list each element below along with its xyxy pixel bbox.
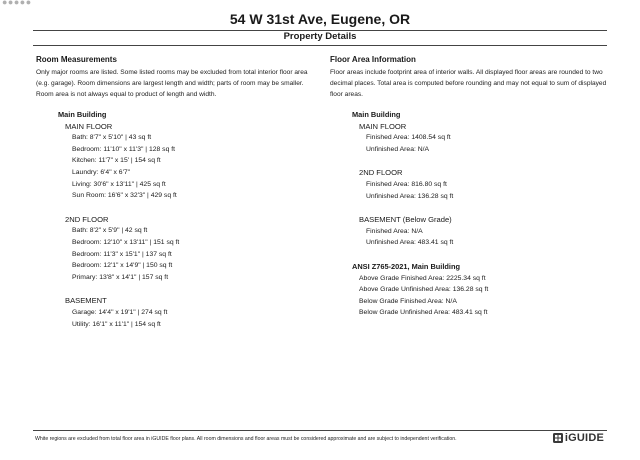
- room-group-basement: [65, 295, 316, 330]
- room-group-title: BASEMENT: [65, 296, 107, 306]
- room-line: Bath: 8'7" x 5'10" | 43 sq ft: [72, 134, 152, 142]
- property-address: 54 W 31st Ave, Eugene, OR: [229, 11, 411, 27]
- room-line: Bedroom: 11'3" x 15'1" | 137 sq ft: [72, 250, 172, 258]
- room-line: Laundry: 6'4" x 6'7": [72, 168, 131, 176]
- left-building-title: Main Building: [58, 109, 107, 119]
- ansi-line: Below Grade Finished Area: N/A: [359, 297, 457, 305]
- ansi-section: [352, 261, 615, 319]
- area-group-title: MAIN FLOOR: [359, 121, 407, 131]
- page-subtitle: Property Details: [283, 31, 357, 42]
- area-group-title: BASEMENT (Below Grade): [359, 215, 452, 225]
- room-line: Sun Room: 16'6" x 32'3" | 429 sq ft: [72, 192, 177, 200]
- room-line: Bedroom: 12'1" x 14'9" | 150 sq ft: [72, 262, 173, 270]
- brand-text: iGUIDE: [564, 432, 604, 444]
- room-line: Bedroom: 11'10" x 11'3" | 128 sq ft: [72, 145, 176, 153]
- room-measurements-title: Room Measurements: [36, 55, 117, 64]
- room-line: Primary: 13'8" x 14'1" | 157 sq ft: [72, 273, 169, 281]
- room-line: Living: 30'6" x 13'11" | 425 sq ft: [72, 180, 166, 188]
- room-measurements-note: Only major rooms are listed. Some listed rooms may be excluded from total interior floor area (e.g. garage). Room dimensions are largest length and width; parts of room may be smaller. Room area is not always equal to product of length and width.: [36, 69, 308, 99]
- room-line: Bath: 8'2" x 5'9" | 42 sq ft: [72, 227, 148, 235]
- brand-logo: [553, 432, 604, 444]
- ansi-line: Above Grade Finished Area: 2225.34 sq ft: [359, 274, 486, 282]
- area-line: Unfinished Area: 136.28 sq ft: [366, 192, 454, 200]
- floor-area-title: Floor Area Information: [330, 55, 416, 64]
- area-group-main-floor: [359, 121, 615, 156]
- room-line: Garage: 14'4" x 19'1" | 274 sq ft: [72, 308, 168, 316]
- right-building-title: Main Building: [352, 109, 401, 119]
- room-group-2nd-floor: [65, 214, 316, 284]
- room-line: Utility: 16'1" x 11'1" | 154 sq ft: [72, 320, 161, 328]
- footer-disclaimer: White regions are excluded from total floor area in iGUIDE floor plans. All room dimensions and floor areas must be considered approximate and are subject to independent verification.: [35, 436, 457, 442]
- area-line: Finished Area: 1408.54 sq ft: [366, 134, 451, 142]
- area-line: Finished Area: 816.80 sq ft: [366, 180, 447, 188]
- area-line: Unfinished Area: N/A: [366, 145, 430, 153]
- room-group-title: 2ND FLOOR: [65, 214, 109, 224]
- area-group-title: 2ND FLOOR: [359, 168, 403, 178]
- floor-area-section: [330, 55, 615, 319]
- ansi-line: Below Grade Unfinished Area: 483.41 sq ft: [359, 309, 488, 317]
- room-line: Kitchen: 11'7" x 15' | 154 sq ft: [72, 157, 161, 165]
- ansi-title: ANSI Z765-2021, Main Building: [352, 261, 461, 271]
- iguide-logo-icon: [553, 433, 563, 443]
- header-rule-bottom: [33, 45, 607, 46]
- room-measurements-section: [36, 55, 316, 330]
- floor-area-note: Floor areas include footprint area of interior walls. All displayed floor areas are rounded to two decimal places. Total area is computed before rounding and may not equal to sum of displayed floor areas.: [330, 69, 607, 99]
- room-group-title: MAIN FLOOR: [65, 121, 113, 131]
- footer-rule: [33, 430, 607, 431]
- area-group-basement: [359, 214, 615, 249]
- area-group-2nd-floor: [359, 167, 615, 202]
- room-line: Bedroom: 12'10" x 13'11" | 151 sq ft: [72, 238, 180, 246]
- area-line: Finished Area: N/A: [366, 227, 423, 235]
- corner-watermark: ●●●●●: [2, 0, 32, 7]
- room-group-main-floor: [65, 121, 316, 202]
- ansi-line: Above Grade Unfinished Area: 136.28 sq ft: [359, 286, 489, 294]
- area-line: Unfinished Area: 483.41 sq ft: [366, 239, 454, 247]
